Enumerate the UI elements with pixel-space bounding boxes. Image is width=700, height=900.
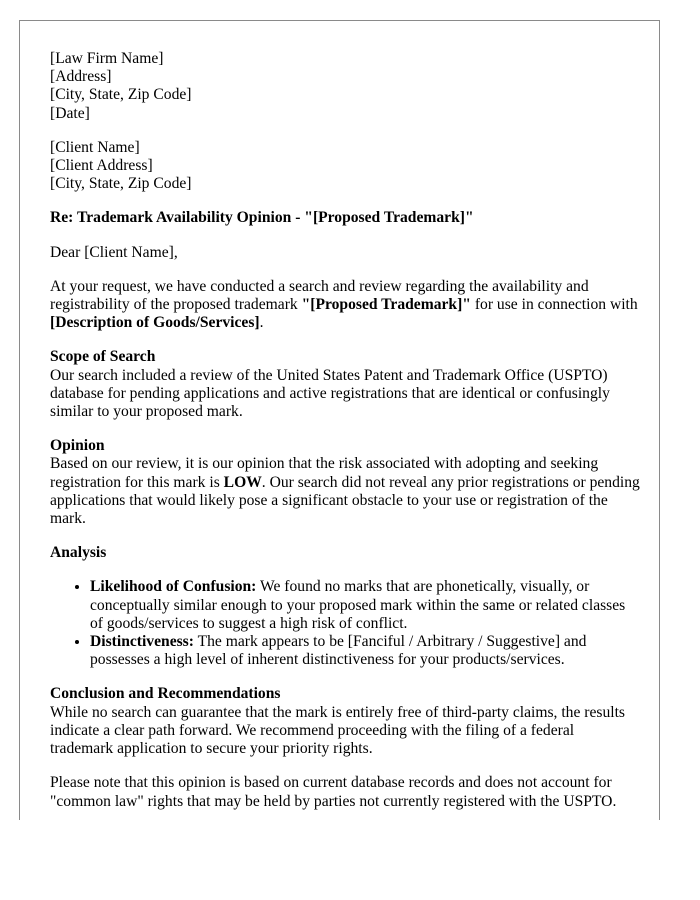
- risk-level: LOW: [223, 473, 262, 491]
- disclaimer-paragraph: Please note that this opinion is based on current database records and does not account for "common law" rights that may be held by parties not currently registered with the USPTO.: [50, 774, 617, 810]
- scope-heading: Scope of Search: [50, 348, 156, 366]
- opinion-text-1: Based on our review, it is our opinion that the risk associated with adopting and seeking registration for this mark is: [50, 455, 599, 491]
- recipient-block: [50, 139, 640, 194]
- sender-block: [50, 50, 640, 123]
- analysis-item-text: The mark appears to be [Fanciful / Arbitrary / Suggestive] and possesses a high level of inherent distinctiveness for your products/services.: [90, 633, 587, 669]
- firm-address: [Address]: [50, 68, 112, 86]
- letter-date: [Date]: [50, 104, 90, 122]
- subject-line: Re: Trademark Availability Opinion - "[Proposed Trademark]": [50, 209, 474, 227]
- client-city-state-zip: [City, State, Zip Code]: [50, 175, 192, 193]
- list-item: [90, 578, 640, 633]
- intro-text-1: At your request, we have conducted a search and review regarding the availability and registrability of the proposed trademark: [50, 277, 589, 314]
- conclusion-body: While no search can guarantee that the mark is entirely free of third-party claims, the results indicate a clear path forward. We recommend proceeding with the filing of a federal trademark application to secure your priority rights.: [50, 703, 626, 758]
- analysis-item-label: Distinctiveness:: [90, 633, 194, 651]
- opinion-section: [50, 437, 640, 528]
- salutation: Dear [Client Name],: [50, 243, 178, 261]
- list-item: [90, 633, 640, 669]
- conclusion-heading: Conclusion and Recommendations: [50, 685, 281, 703]
- intro-text-2: for use in connection with: [470, 296, 638, 314]
- letter-page: [19, 20, 660, 820]
- opinion-heading: Opinion: [50, 437, 105, 455]
- opinion-text-2: . Our search did not reveal any prior registrations or pending applications that would likely pose a significant obstacle to your use or registration of the mark.: [50, 473, 640, 528]
- client-address: [Client Address]: [50, 157, 153, 175]
- analysis-section: [50, 544, 640, 669]
- client-name: [Client Name]: [50, 138, 140, 156]
- intro-paragraph: [50, 278, 640, 333]
- scope-body: Our search included a review of the United States Patent and Trademark Office (USPTO) database for pending applications and active registrations that are identical or confusingly similar to your proposed mark.: [50, 366, 610, 421]
- analysis-item-label: Likelihood of Confusion:: [90, 578, 257, 596]
- intro-text-3: .: [259, 314, 264, 332]
- firm-city-state-zip: [City, State, Zip Code]: [50, 86, 192, 104]
- analysis-item-text: We found no marks that are phonetically, visually, or conceptually similar enough to your proposed mark within the same or related classes of goods/services to suggest a high risk of conflict.: [90, 578, 626, 632]
- goods-description: [Description of Goods/Services]: [50, 314, 260, 332]
- analysis-list: [50, 578, 640, 669]
- conclusion-section: [50, 685, 640, 758]
- proposed-trademark: "[Proposed Trademark]": [301, 296, 471, 314]
- scope-section: [50, 348, 640, 421]
- firm-name: [Law Firm Name]: [50, 50, 164, 67]
- letter-content: [50, 50, 640, 811]
- analysis-heading: Analysis: [50, 544, 107, 562]
